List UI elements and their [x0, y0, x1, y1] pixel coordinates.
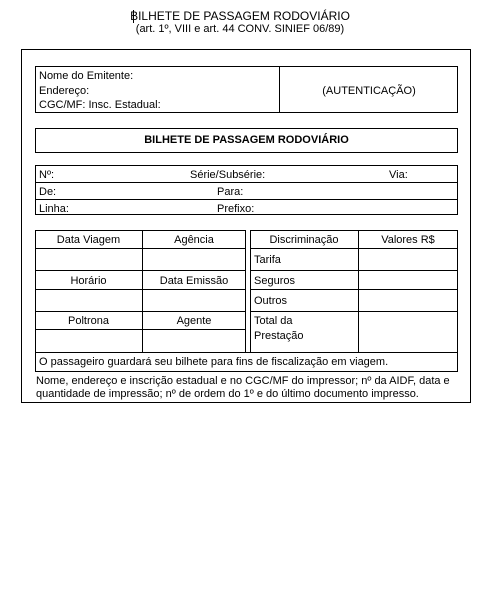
ticket-series-label: Série/Subsérie: — [190, 169, 266, 181]
doc-title: BILHETE DE PASSAGEM RODOVIÁRIO — [144, 134, 349, 146]
seat-label: Poltrona — [68, 315, 109, 327]
trip-date-label: Data Viagem — [56, 234, 121, 246]
fare-table-row-3 — [250, 289, 458, 290]
authentication-label: (AUTENTICAÇÃO) — [322, 85, 416, 97]
trip-table-row-2 — [35, 270, 246, 271]
total-label-line2: Prestação — [254, 330, 304, 342]
fare-label: Tarifa — [254, 254, 281, 266]
values-header: Valores R$ — [381, 234, 435, 246]
issuer-address-label: Endereço: — [39, 85, 90, 97]
trip-table-row-3 — [35, 289, 246, 290]
time-label: Horário — [70, 275, 107, 287]
ticket-line-label: Linha: — [39, 203, 69, 215]
fare-table-row-1 — [250, 248, 458, 249]
agency-label: Agência — [174, 234, 214, 246]
agent-label: Agente — [176, 315, 212, 327]
printer-info-line1: Nome, endereço e inscrição estadual e no CGC/MF do impressor; nº da AIDF, data e — [36, 375, 450, 387]
ticket-number-label: Nº: — [39, 169, 55, 181]
page-title: BILHETE DE PASSAGEM RODOVIÁRIO — [130, 9, 350, 23]
ticket-via-label: Via: — [389, 169, 408, 181]
total-label-line1: Total da — [254, 315, 293, 327]
fare-table-row-4 — [250, 311, 458, 312]
ticket-to-label: Para: — [217, 186, 244, 198]
issue-date-label: Data Emissão — [159, 275, 229, 287]
passenger-note: O passageiro guardará seu bilhete para fins de fiscalização em viagem. — [39, 356, 389, 368]
trip-table-row-1 — [35, 248, 246, 249]
others-label: Outros — [254, 295, 288, 307]
ticket-from-label: De: — [39, 186, 57, 198]
trip-table-row-5 — [35, 329, 246, 330]
trip-table-row-4 — [35, 311, 246, 312]
fields-divider-1 — [35, 182, 458, 183]
fare-table-row-2 — [250, 270, 458, 271]
page-subtitle: (art. 1º, VIII e art. 44 CONV. SINIEF 06/89) — [135, 23, 345, 35]
printer-info-line2: quantidade de impressão; nº de ordem do 1º e do último documento impresso. — [36, 388, 419, 400]
description-header: Discriminação — [269, 234, 339, 246]
ticket-prefix-label: Prefixo: — [217, 203, 255, 215]
fields-divider-2 — [35, 199, 458, 200]
issuer-name-label: Nome do Emitente: — [39, 70, 134, 82]
insurance-label: Seguros — [254, 275, 295, 287]
issuer-tax-label: CGC/MF: Insc. Estadual: — [39, 99, 161, 111]
